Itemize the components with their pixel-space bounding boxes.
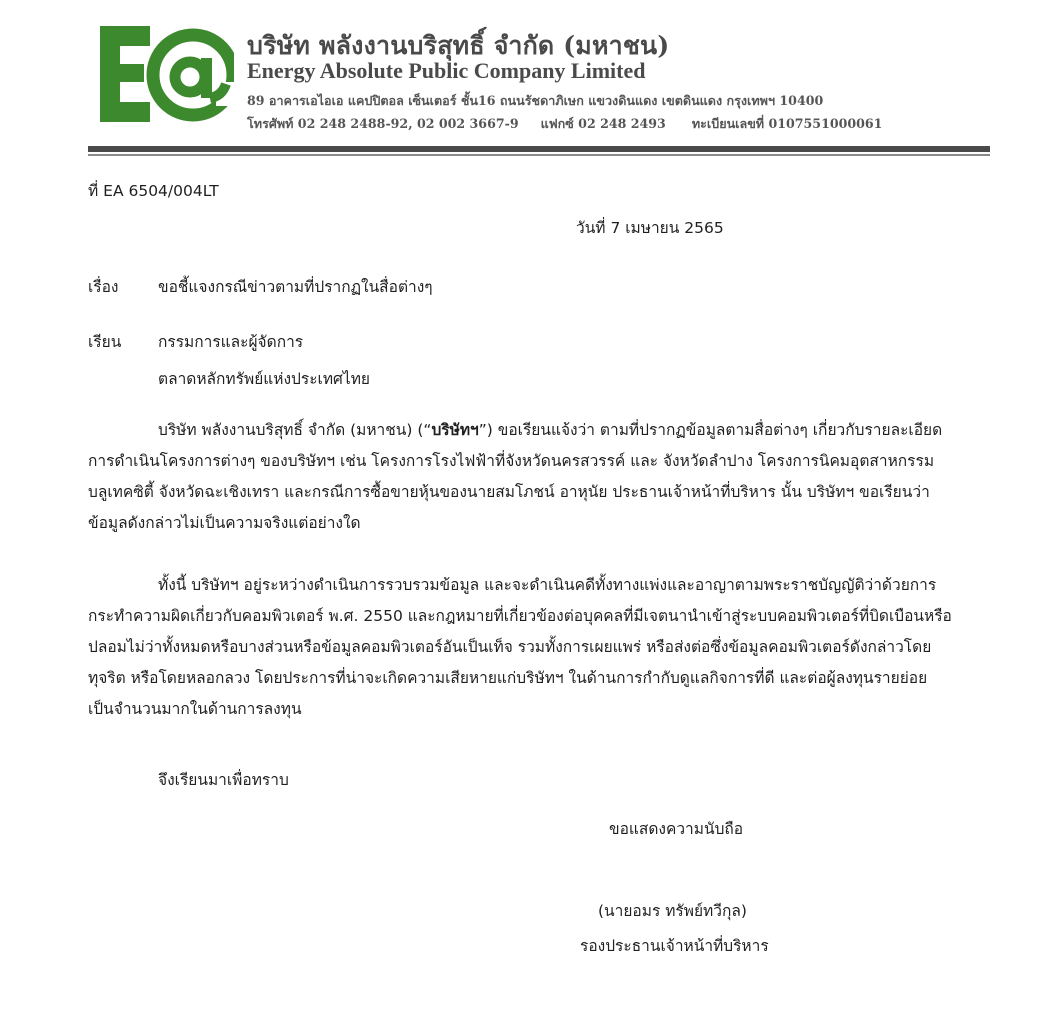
addressee-line-1: กรรมการและผู้จัดการ: [158, 333, 304, 351]
subject-text: ขอชี้แจงกรณีข่าวตามที่ปรากฏในสื่อต่างๆ: [158, 278, 433, 296]
signatory-title: รองประธานเจ้าหน้าที่บริหาร: [580, 937, 769, 955]
paragraph-1-line-4: ข้อมูลดังกล่าวไม่เป็นความจริงแต่อย่างใด: [88, 514, 361, 532]
company-name-thai: บริษัท พลังงานบริสุทธิ์ จำกัด (มหาชน): [247, 31, 670, 60]
paragraph-1-line-3: บลูเทคซิตี้ จังหวัดฉะเชิงเทรา และกรณีการซื้อขายหุ้นของนายสมโภชน์ อาหุนัย ประธานเจ้าหน้าที่บริหาร นั้น บริษัทฯ ขอเรียนว่า: [88, 483, 930, 501]
company-short-name: บริษัทฯ: [431, 421, 479, 439]
paragraph-1-line-1-end: ”) ขอเรียนแจ้งว่า ตามที่ปรากฏข้อมูลตามสื่อต่างๆ เกี่ยวกับรายละเอียด: [478, 421, 943, 439]
company-registration: ทะเบียนเลขที่ 0107551000061: [691, 116, 883, 131]
subject-label: เรื่อง: [88, 278, 119, 296]
body-paragraph-1: [88, 415, 994, 539]
reference-number: ที่ EA 6504/004LT: [88, 182, 219, 200]
company-phone: โทรศัพท์ 02 248 2488-92, 02 002 3667-9: [247, 116, 519, 131]
paragraph-2-line-4: ทุจริต หรือโดยหลอกลวง โดยประการที่น่าจะเกิดความเสียหายแก่บริษัทฯ ในด้านการกำกับดูแลกิจการที่ดี และต่อผู้ลงทุนรายย่อย: [88, 669, 928, 687]
ea-logo-icon: [98, 20, 234, 128]
addressee-line-2: ตลาดหลักทรัพย์แห่งประเทศไทย: [158, 370, 370, 388]
company-contact: [247, 114, 882, 134]
company-name-english: Energy Absolute Public Company Limited: [247, 58, 646, 83]
letter-date: วันที่ 7 เมษายน 2565: [576, 219, 724, 237]
paragraph-2-line-1: ทั้งนี้ บริษัทฯ อยู่ระหว่างดำเนินการรวบรวมข้อมูล และจะดำเนินคดีทั้งทางแพ่งและอาญาตามพระราชบัญญัติว่าด้วยการ: [158, 576, 937, 594]
complimentary-close: ขอแสดงความนับถือ: [609, 820, 744, 838]
paragraph-2-line-5: เป็นจำนวนมากในด้านการลงทุน: [88, 700, 302, 718]
company-logo: [98, 20, 234, 128]
paragraph-2-line-2: กระทำความผิดเกี่ยวกับคอมพิวเตอร์ พ.ศ. 2550 และกฎหมายที่เกี่ยวข้องต่อบุคคลที่มีเจตนานำเข้าสู่ระบบคอมพิวเตอร์ที่บิดเบือนหรือ: [88, 607, 952, 625]
letterhead-divider-thin: [88, 154, 990, 156]
paragraph-1-line-1: [88, 415, 994, 446]
paragraph-2-line-3: ปลอมไม่ว่าทั้งหมดหรือบางส่วนหรือข้อมูลคอมพิวเตอร์อันเป็นเท็จ รวมทั้งการเผยแพร่ หรือส่งต่อซึ่งข้อมูลคอมพิวเตอร์ดังกล่าวโดย: [88, 638, 932, 656]
signatory-name: (นายอมร ทรัพย์ทวีกุล): [598, 902, 747, 920]
closing-line: จึงเรียนมาเพื่อทราบ: [158, 771, 289, 789]
letterhead-divider-thick: [88, 146, 990, 152]
company-address: 89 อาคารเอไอเอ แคปปิตอล เซ็นเตอร์ ชั้น16 ถนนรัชดาภิเษก แขวงดินแดง เขตดินแดง กรุงเทพฯ 10400: [247, 93, 824, 108]
company-fax: แฟกซ์ 02 248 2493: [540, 116, 666, 131]
paragraph-1-line-2: การดำเนินโครงการต่างๆ ของบริษัทฯ เช่น โครงการโรงไฟฟ้าที่จังหวัดนครสวรรค์ และ จังหวัดลำปาง โครงการนิคมอุตสาหกรรม: [88, 452, 935, 470]
addressee-label: เรียน: [88, 333, 122, 351]
body-paragraph-2: [88, 570, 994, 725]
paragraph-1-line-1-start: บริษัท พลังงานบริสุทธิ์ จำกัด (มหาชน) (“: [158, 421, 432, 439]
